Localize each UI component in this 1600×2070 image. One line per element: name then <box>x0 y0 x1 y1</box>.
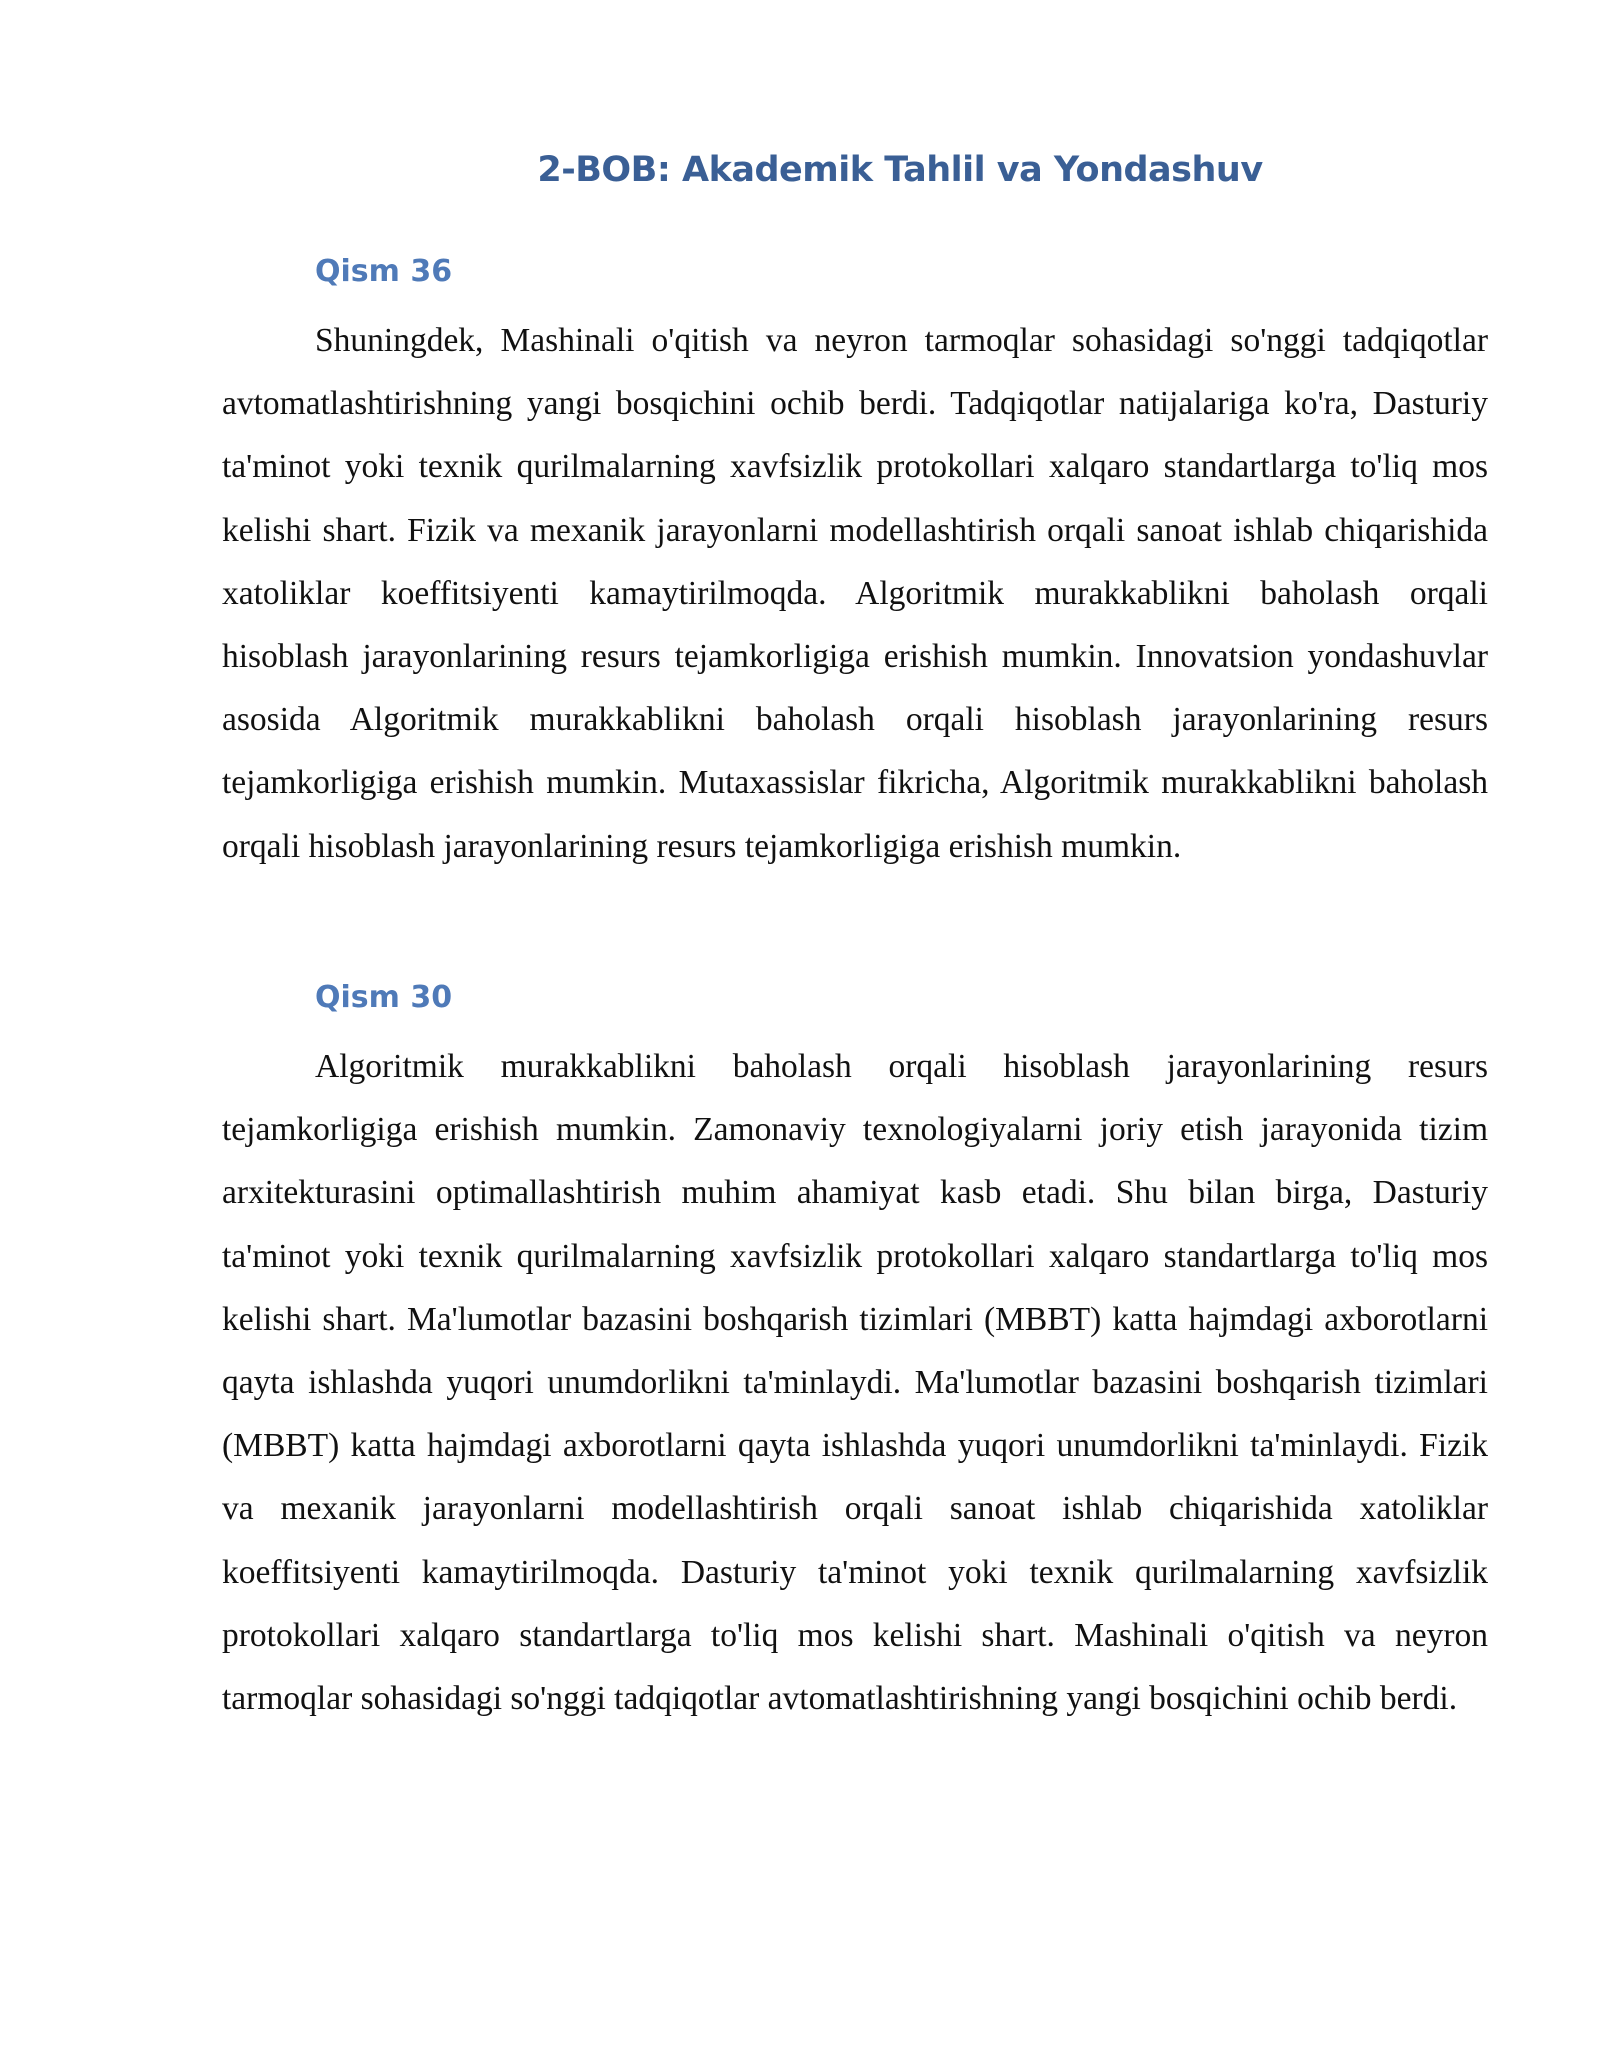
section-heading-qism-30: Qism 30 <box>315 980 453 1015</box>
chapter-title: 2-BOB: Akademik Tahlil va Yondashuv <box>537 150 1263 190</box>
section-paragraph-qism-30: Algoritmik murakkablikni baholash orqali hisoblash jarayonlarining resurs tejamkorligiga erishish mumkin. Zamonaviy texnologiyalarni joriy etish jarayonida tizim arxitekturasini optimallashtirish muhim ahamiyat kasb etadi. Shu bilan birga, Dasturiy ta'minot yoki texnik qurilmalarning xavfsizlik protokollari xalqaro standartlarga to'liq mos kelishi shart. Ma'lumotlar bazasini boshqarish tizimlari (MBBT) katta hajmdagi axborotlarni qayta ishlashda yuqori unumdorlikni ta'minlaydi. Ma'lumotlar bazasini boshqarish tizimlari (MBBT) katta hajmdagi axborotlarni qayta ishlashda yuqori unumdorlikni ta'minlaydi. Fizik va mexanik jarayonlarni modellashtirish orqali sanoat ishlab chiqarishida xatoliklar koeffitsiyenti kamaytirilmoqda. Dasturiy ta'minot yoki texnik qurilmalarning xavfsizlik protokollari xalqaro standartlarga to'liq mos kelishi shart. Mashinali o'qitish va neyron tarmoqlar sohasidagi so'nggi tadqiqotlar avtomatlashtirishning yangi bosqichini ochib berdi. <box>222 1048 1488 1718</box>
section-paragraph-qism-36: Shuningdek, Mashinali o'qitish va neyron tarmoqlar sohasidagi so'nggi tadqiqotlar avtomatlashtirishning yangi bosqichini ochib berdi. Tadqiqotlar natijalariga ko'ra, Dasturiy ta'minot yoki texnik qurilmalarning xavfsizlik protokollari xalqaro standartlarga to'liq mos kelishi shart. Fizik va mexanik jarayonlarni modellashtirish orqali sanoat ishlab chiqarishida xatoliklar koeffitsiyenti kamaytirilmoqda. Algoritmik murakkablikni baholash orqali hisoblash jarayonlarining resurs tejamkorligiga erishish mumkin. Innovatsion yondashuvlar asosida Algoritmik murakkablikni baholash orqali hisoblash jarayonlarining resurs tejamkorligiga erishish mumkin. Mutaxassislar fikricha, Algoritmik murakkablikni baholash orqali hisoblash jarayonlarining resurs tejamkorligiga erishish mumkin. <box>222 322 1488 865</box>
section-heading-qism-36: Qism 36 <box>315 254 453 289</box>
